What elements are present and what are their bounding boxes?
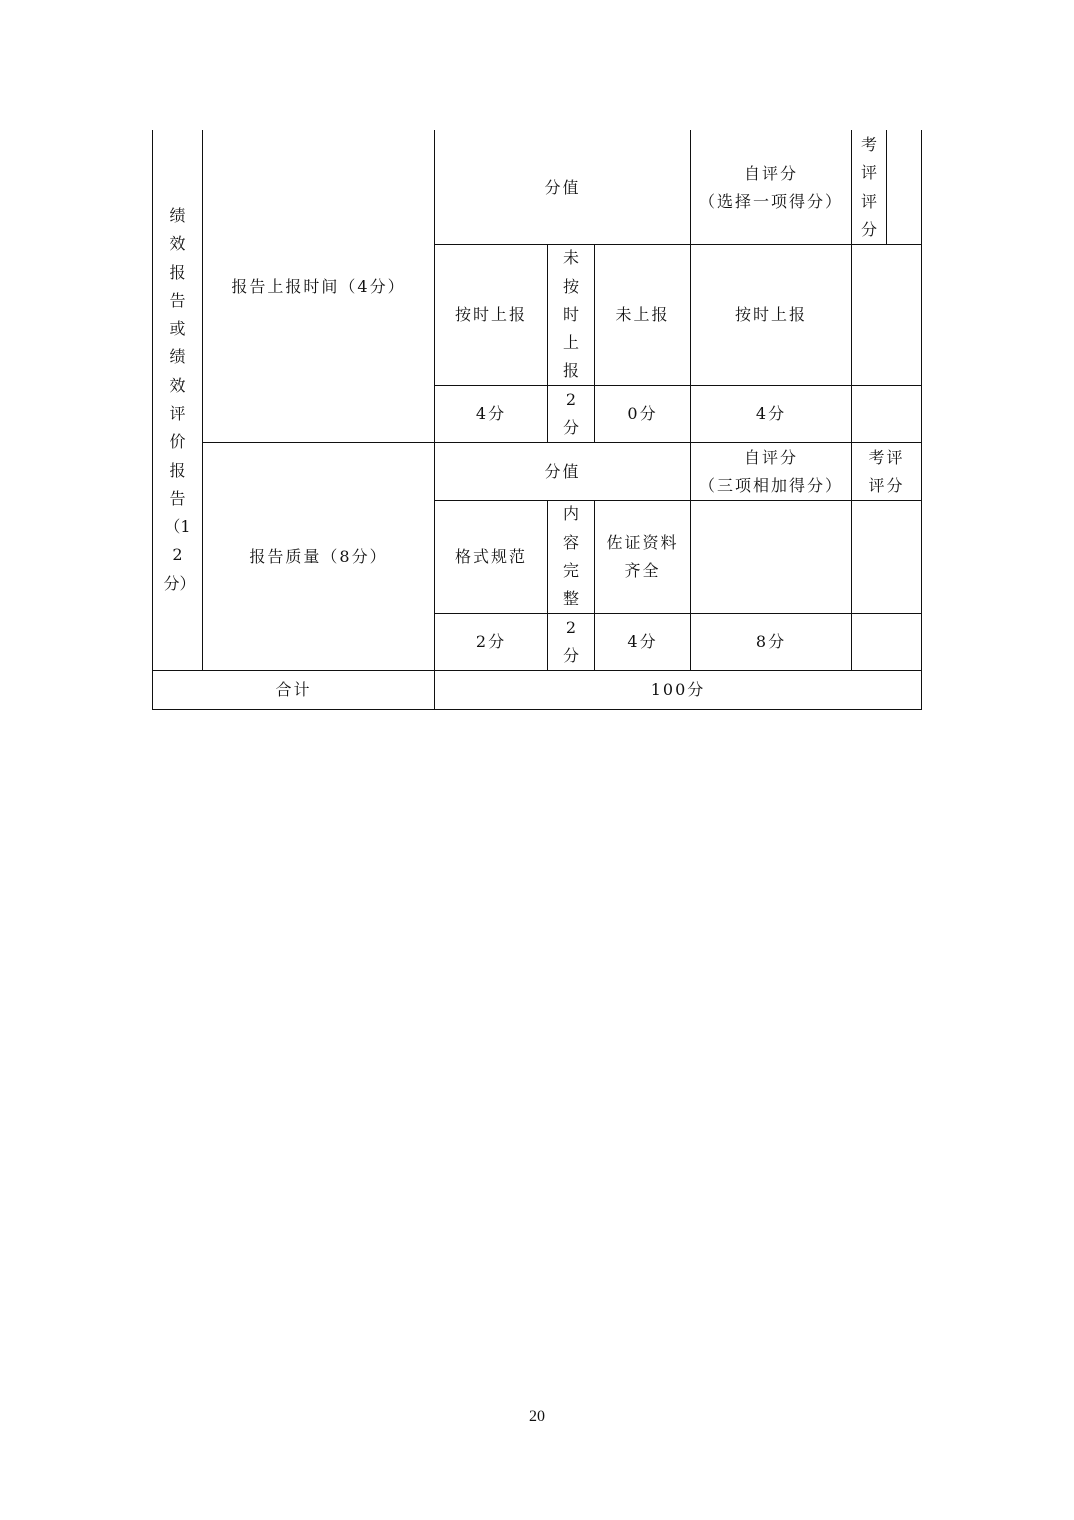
time-score-cell xyxy=(435,386,547,442)
quality-score-cell xyxy=(548,614,594,670)
quality-section-label: 报告质量（8分） xyxy=(249,546,388,566)
time-self-option: 按时上报 xyxy=(734,305,807,324)
quality-score-header: 分值 xyxy=(544,461,581,481)
table-divider xyxy=(886,130,887,244)
time-score-ontime: 4分 xyxy=(475,404,507,423)
time-self-score-cell xyxy=(691,386,851,442)
quality-review-header-cell xyxy=(852,443,921,500)
time-score-late: 2分 xyxy=(562,389,579,437)
time-option-cell xyxy=(548,245,594,385)
category-label: 绩效报告或绩效评价报告（12分） xyxy=(163,205,196,593)
time-score-header-cell xyxy=(435,131,690,244)
quality-score-cell xyxy=(435,614,547,670)
quality-self-score: 8分 xyxy=(755,632,787,651)
time-section-label-cell xyxy=(203,131,434,442)
quality-score-evidence: 4分 xyxy=(627,632,658,651)
quality-option-format: 格式规范 xyxy=(454,547,527,566)
quality-score-header-cell xyxy=(435,443,690,500)
quality-section-label-cell xyxy=(203,443,434,670)
quality-score-format: 2分 xyxy=(475,632,507,651)
page-number: 20 xyxy=(529,1408,545,1425)
time-self-header-cell xyxy=(691,131,851,244)
time-self-score: 4分 xyxy=(755,404,787,423)
quality-self-score-cell xyxy=(691,614,851,670)
total-value: 100分 xyxy=(650,680,706,699)
time-review-header-cell xyxy=(852,131,886,244)
time-option-cell xyxy=(435,245,547,385)
time-score-cell xyxy=(595,386,690,442)
time-option-late: 未按时上报 xyxy=(562,248,579,381)
total-value-cell xyxy=(435,671,921,709)
quality-self-header-line1: 自评分 xyxy=(743,447,798,467)
time-self-header-line1: 自评分 xyxy=(743,163,798,183)
quality-score-cell xyxy=(595,614,690,670)
time-review-header: 考评评分 xyxy=(860,134,877,239)
category-cell xyxy=(153,195,202,605)
quality-option-cell xyxy=(595,501,690,613)
quality-self-header-cell xyxy=(691,443,851,500)
time-option-cell xyxy=(595,245,690,385)
quality-option-evidence: 佐证资料齐全 xyxy=(606,533,679,580)
time-score-cell xyxy=(548,386,594,442)
quality-review-header: 考评评分 xyxy=(868,447,905,495)
quality-option-content: 内容完整 xyxy=(562,504,579,609)
time-option-missing: 未上报 xyxy=(615,305,670,324)
quality-score-content: 2分 xyxy=(562,617,579,665)
quality-option-cell xyxy=(548,501,594,613)
table-border-bottom xyxy=(152,709,922,710)
time-option-ontime: 按时上报 xyxy=(454,305,527,324)
time-score-missing: 0分 xyxy=(627,404,658,423)
quality-option-cell xyxy=(435,501,547,613)
time-self-header-line2: （选择一项得分） xyxy=(698,191,843,211)
time-score-header: 分值 xyxy=(544,177,581,197)
total-label: 合计 xyxy=(275,680,312,699)
time-self-option-cell xyxy=(691,245,851,385)
table-border-right xyxy=(921,130,922,710)
time-section-label: 报告上报时间（4分） xyxy=(231,276,406,296)
total-label-cell xyxy=(153,671,434,709)
quality-self-header-line2: （三项相加得分） xyxy=(698,475,843,495)
